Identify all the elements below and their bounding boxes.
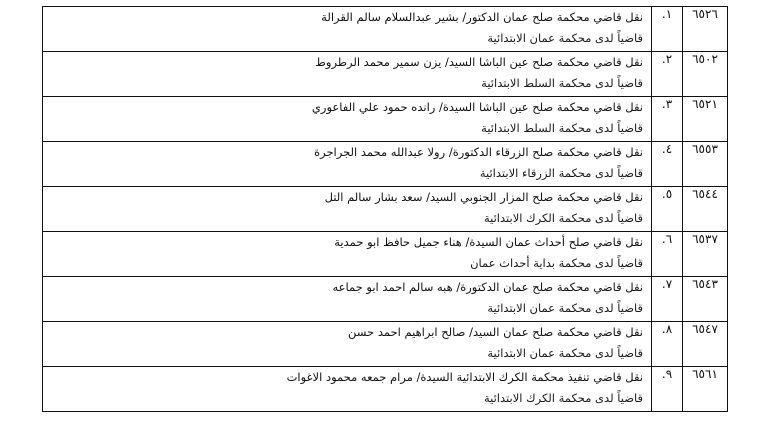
entry-text xyxy=(43,52,652,97)
table-row xyxy=(43,277,728,322)
record-code: ٦٥٢٦ xyxy=(683,7,728,52)
item-number: ٤. xyxy=(652,142,683,187)
table-row xyxy=(43,322,728,367)
transfer-line: نقل قاضي تنفيذ محكمة الكرك الابتدائية السيدة/ مرام جمعه محمود الاغوات xyxy=(286,370,643,384)
entry-text xyxy=(43,232,652,277)
table-row xyxy=(43,7,728,52)
item-number: ٨. xyxy=(652,322,683,367)
transfer-table-body xyxy=(43,7,728,412)
destination-line: قاضياً لدى محكمة عمان الابتدائية xyxy=(487,346,643,360)
table-row xyxy=(43,232,728,277)
record-code: ٦٥٢١ xyxy=(683,97,728,142)
record-code: ٦٥٤٣ xyxy=(683,277,728,322)
destination-line: قاضياً لدى محكمة بداية أحداث عمان xyxy=(470,256,643,270)
transfer-line: نقل قاضي صلح أحداث عمان السيدة/ هناء جميل حافظ ابو حمدية xyxy=(334,235,643,249)
record-code: ٦٥٣٧ xyxy=(683,232,728,277)
destination-line: قاضياً لدى محكمة الكرك الابتدائية xyxy=(483,211,643,225)
record-code: ٦٥٤٤ xyxy=(683,187,728,232)
item-number: ٥. xyxy=(652,187,683,232)
destination-line: قاضياً لدى محكمة الكرك الابتدائية xyxy=(483,391,643,405)
item-number: ٢. xyxy=(652,52,683,97)
entry-text xyxy=(43,7,652,52)
transfer-line: نقل قاضي محكمة صلح عمان الدكتور/ بشير عبدالسلام سالم القرالة xyxy=(321,10,643,24)
entry-text xyxy=(43,97,652,142)
table-row xyxy=(43,52,728,97)
transfer-line: نقل قاضي محكمة صلح عمان السيد/ صالح ابراهيم احمد حسن xyxy=(348,325,643,339)
record-code: ٦٥٥٣ xyxy=(683,142,728,187)
record-code: ٦٥٠٢ xyxy=(683,52,728,97)
item-number: ١. xyxy=(652,7,683,52)
transfer-line: نقل قاضي محكمة صلح المزار الجنوبي السيد/ سعد بشار سالم التل xyxy=(324,190,643,204)
destination-line: قاضياً لدى محكمة عمان الابتدائية xyxy=(487,301,643,315)
entry-text xyxy=(43,142,652,187)
entry-text xyxy=(43,277,652,322)
table-row xyxy=(43,97,728,142)
destination-line: قاضياً لدى محكمة الزرقاء الابتدائية xyxy=(479,166,643,180)
entry-text xyxy=(43,187,652,232)
record-code: ٦٥٦١ xyxy=(683,367,728,412)
item-number: ٣. xyxy=(652,97,683,142)
destination-line: قاضياً لدى محكمة السلط الابتدائية xyxy=(481,76,643,90)
item-number: ٧. xyxy=(652,277,683,322)
table-row xyxy=(43,367,728,412)
item-number: ٦. xyxy=(652,232,683,277)
transfer-line: نقل قاضي محكمة صلح الزرقاء الدكتورة/ رولا عبدالله محمد الجراجرة xyxy=(314,145,643,159)
item-number: ٩. xyxy=(652,367,683,412)
transfer-line: نقل قاضي محكمة صلح عين الباشا السيدة/ رانده حمود علي الفاعوري xyxy=(311,100,643,114)
record-code: ٦٥٤٧ xyxy=(683,322,728,367)
destination-line: قاضياً لدى محكمة عمان الابتدائية xyxy=(487,31,643,45)
transfer-line: نقل قاضي محكمة صلح عين الباشا السيد/ يزن سمير محمد الرطروط xyxy=(315,55,643,69)
entry-text xyxy=(43,322,652,367)
transfer-table xyxy=(42,6,728,412)
transfer-line: نقل قاضي محكمة صلح عمان الدكتورة/ هبه سالم احمد ابو جماعه xyxy=(332,280,643,294)
table-row xyxy=(43,142,728,187)
entry-text xyxy=(43,367,652,412)
destination-line: قاضياً لدى محكمة السلط الابتدائية xyxy=(481,121,643,135)
table-row xyxy=(43,187,728,232)
